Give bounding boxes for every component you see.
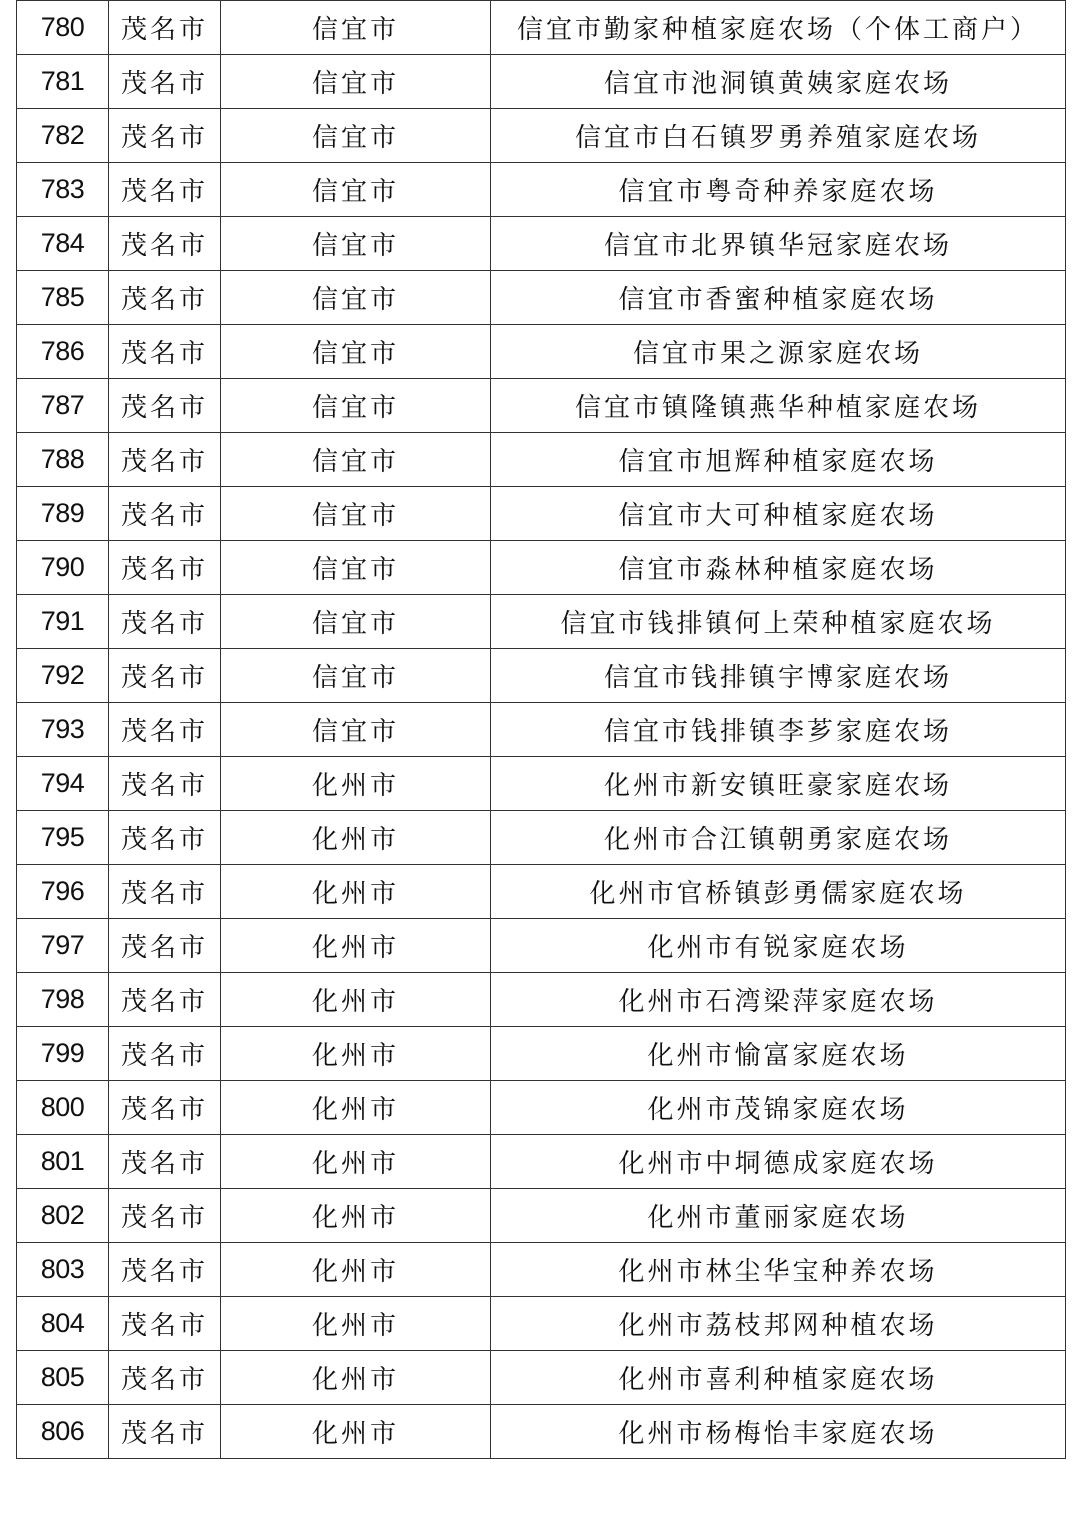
city-cell: 茂名市 (109, 55, 221, 109)
city-cell: 茂名市 (109, 919, 221, 973)
row-number-cell: 780 (17, 1, 109, 55)
farm-name-cell: 信宜市旭辉种植家庭农场 (491, 433, 1066, 487)
county-cell: 化州市 (221, 757, 491, 811)
row-number-cell: 791 (17, 595, 109, 649)
county-cell: 信宜市 (221, 55, 491, 109)
table-row (17, 541, 1066, 595)
table-row (17, 757, 1066, 811)
farm-name-cell: 化州市荔枝邦网种植农场 (491, 1297, 1066, 1351)
city-cell: 茂名市 (109, 541, 221, 595)
row-number-cell: 797 (17, 919, 109, 973)
table-row (17, 1297, 1066, 1351)
farm-name-cell: 信宜市白石镇罗勇养殖家庭农场 (491, 109, 1066, 163)
table-row (17, 865, 1066, 919)
row-number-cell: 802 (17, 1189, 109, 1243)
county-cell: 信宜市 (221, 325, 491, 379)
farm-name-cell: 化州市愉富家庭农场 (491, 1027, 1066, 1081)
city-cell: 茂名市 (109, 865, 221, 919)
row-number-cell: 804 (17, 1297, 109, 1351)
city-cell: 茂名市 (109, 1, 221, 55)
county-cell: 信宜市 (221, 541, 491, 595)
row-number-cell: 794 (17, 757, 109, 811)
table-row (17, 595, 1066, 649)
table-row (17, 325, 1066, 379)
table-row (17, 1243, 1066, 1297)
county-cell: 化州市 (221, 811, 491, 865)
city-cell: 茂名市 (109, 1405, 221, 1459)
row-number-cell: 792 (17, 649, 109, 703)
table-row (17, 919, 1066, 973)
row-number-cell: 786 (17, 325, 109, 379)
row-number-cell: 801 (17, 1135, 109, 1189)
city-cell: 茂名市 (109, 325, 221, 379)
city-cell: 茂名市 (109, 109, 221, 163)
farm-name-cell: 化州市中垌德成家庭农场 (491, 1135, 1066, 1189)
county-cell: 信宜市 (221, 433, 491, 487)
table-row (17, 1, 1066, 55)
table-row (17, 433, 1066, 487)
table-row (17, 1027, 1066, 1081)
table-row (17, 109, 1066, 163)
farm-name-cell: 化州市茂锦家庭农场 (491, 1081, 1066, 1135)
farm-name-cell: 信宜市池洞镇黄姨家庭农场 (491, 55, 1066, 109)
row-number-cell: 782 (17, 109, 109, 163)
farm-name-cell: 化州市新安镇旺豪家庭农场 (491, 757, 1066, 811)
county-cell: 化州市 (221, 973, 491, 1027)
table-row (17, 1405, 1066, 1459)
county-cell: 化州市 (221, 1081, 491, 1135)
table-row (17, 55, 1066, 109)
table-row (17, 1351, 1066, 1405)
row-number-cell: 799 (17, 1027, 109, 1081)
city-cell: 茂名市 (109, 487, 221, 541)
farm-name-cell: 信宜市香蜜种植家庭农场 (491, 271, 1066, 325)
farm-name-cell: 信宜市淼林种植家庭农场 (491, 541, 1066, 595)
table-row (17, 163, 1066, 217)
farm-list-table (16, 0, 1066, 1459)
row-number-cell: 800 (17, 1081, 109, 1135)
county-cell: 信宜市 (221, 217, 491, 271)
city-cell: 茂名市 (109, 757, 221, 811)
county-cell: 信宜市 (221, 487, 491, 541)
county-cell: 信宜市 (221, 1, 491, 55)
city-cell: 茂名市 (109, 1297, 221, 1351)
farm-list-table-container (16, 0, 1065, 1459)
city-cell: 茂名市 (109, 649, 221, 703)
county-cell: 化州市 (221, 1351, 491, 1405)
city-cell: 茂名市 (109, 1351, 221, 1405)
table-row (17, 811, 1066, 865)
row-number-cell: 795 (17, 811, 109, 865)
farm-name-cell: 信宜市钱排镇李芗家庭农场 (491, 703, 1066, 757)
table-row (17, 1135, 1066, 1189)
farm-name-cell: 信宜市北界镇华冠家庭农场 (491, 217, 1066, 271)
row-number-cell: 784 (17, 217, 109, 271)
city-cell: 茂名市 (109, 1135, 221, 1189)
county-cell: 化州市 (221, 1243, 491, 1297)
farm-name-cell: 信宜市镇隆镇燕华种植家庭农场 (491, 379, 1066, 433)
county-cell: 化州市 (221, 919, 491, 973)
county-cell: 信宜市 (221, 379, 491, 433)
city-cell: 茂名市 (109, 1189, 221, 1243)
county-cell: 化州市 (221, 1135, 491, 1189)
row-number-cell: 806 (17, 1405, 109, 1459)
row-number-cell: 787 (17, 379, 109, 433)
city-cell: 茂名市 (109, 1027, 221, 1081)
row-number-cell: 788 (17, 433, 109, 487)
row-number-cell: 805 (17, 1351, 109, 1405)
county-cell: 信宜市 (221, 703, 491, 757)
city-cell: 茂名市 (109, 811, 221, 865)
county-cell: 化州市 (221, 1189, 491, 1243)
county-cell: 信宜市 (221, 271, 491, 325)
row-number-cell: 781 (17, 55, 109, 109)
city-cell: 茂名市 (109, 217, 221, 271)
table-row (17, 703, 1066, 757)
farm-name-cell: 化州市杨梅怡丰家庭农场 (491, 1405, 1066, 1459)
farm-name-cell: 信宜市果之源家庭农场 (491, 325, 1066, 379)
farm-name-cell: 信宜市钱排镇何上荣种植家庭农场 (491, 595, 1066, 649)
farm-name-cell: 化州市官桥镇彭勇儒家庭农场 (491, 865, 1066, 919)
table-row (17, 1081, 1066, 1135)
table-row (17, 379, 1066, 433)
city-cell: 茂名市 (109, 271, 221, 325)
city-cell: 茂名市 (109, 973, 221, 1027)
farm-name-cell: 化州市林尘华宝种养农场 (491, 1243, 1066, 1297)
city-cell: 茂名市 (109, 163, 221, 217)
farm-name-cell: 化州市合江镇朝勇家庭农场 (491, 811, 1066, 865)
city-cell: 茂名市 (109, 1081, 221, 1135)
farm-name-cell: 化州市石湾梁萍家庭农场 (491, 973, 1066, 1027)
city-cell: 茂名市 (109, 703, 221, 757)
table-row (17, 271, 1066, 325)
county-cell: 化州市 (221, 1405, 491, 1459)
farm-name-cell: 化州市喜利种植家庭农场 (491, 1351, 1066, 1405)
row-number-cell: 803 (17, 1243, 109, 1297)
row-number-cell: 783 (17, 163, 109, 217)
table-row (17, 217, 1066, 271)
table-row (17, 1189, 1066, 1243)
table-row (17, 487, 1066, 541)
city-cell: 茂名市 (109, 1243, 221, 1297)
row-number-cell: 796 (17, 865, 109, 919)
farm-name-cell: 信宜市大可种植家庭农场 (491, 487, 1066, 541)
county-cell: 化州市 (221, 865, 491, 919)
farm-name-cell: 信宜市粤奇种养家庭农场 (491, 163, 1066, 217)
farm-list-body (17, 1, 1066, 1459)
county-cell: 信宜市 (221, 163, 491, 217)
table-row (17, 973, 1066, 1027)
row-number-cell: 785 (17, 271, 109, 325)
table-row (17, 649, 1066, 703)
county-cell: 信宜市 (221, 595, 491, 649)
farm-name-cell: 化州市有锐家庭农场 (491, 919, 1066, 973)
row-number-cell: 790 (17, 541, 109, 595)
city-cell: 茂名市 (109, 595, 221, 649)
county-cell: 化州市 (221, 1027, 491, 1081)
city-cell: 茂名市 (109, 433, 221, 487)
farm-name-cell: 信宜市勤家种植家庭农场（个体工商户） (491, 1, 1066, 55)
county-cell: 信宜市 (221, 649, 491, 703)
county-cell: 信宜市 (221, 109, 491, 163)
city-cell: 茂名市 (109, 379, 221, 433)
row-number-cell: 793 (17, 703, 109, 757)
farm-name-cell: 化州市董丽家庭农场 (491, 1189, 1066, 1243)
row-number-cell: 789 (17, 487, 109, 541)
county-cell: 化州市 (221, 1297, 491, 1351)
row-number-cell: 798 (17, 973, 109, 1027)
farm-name-cell: 信宜市钱排镇宇博家庭农场 (491, 649, 1066, 703)
